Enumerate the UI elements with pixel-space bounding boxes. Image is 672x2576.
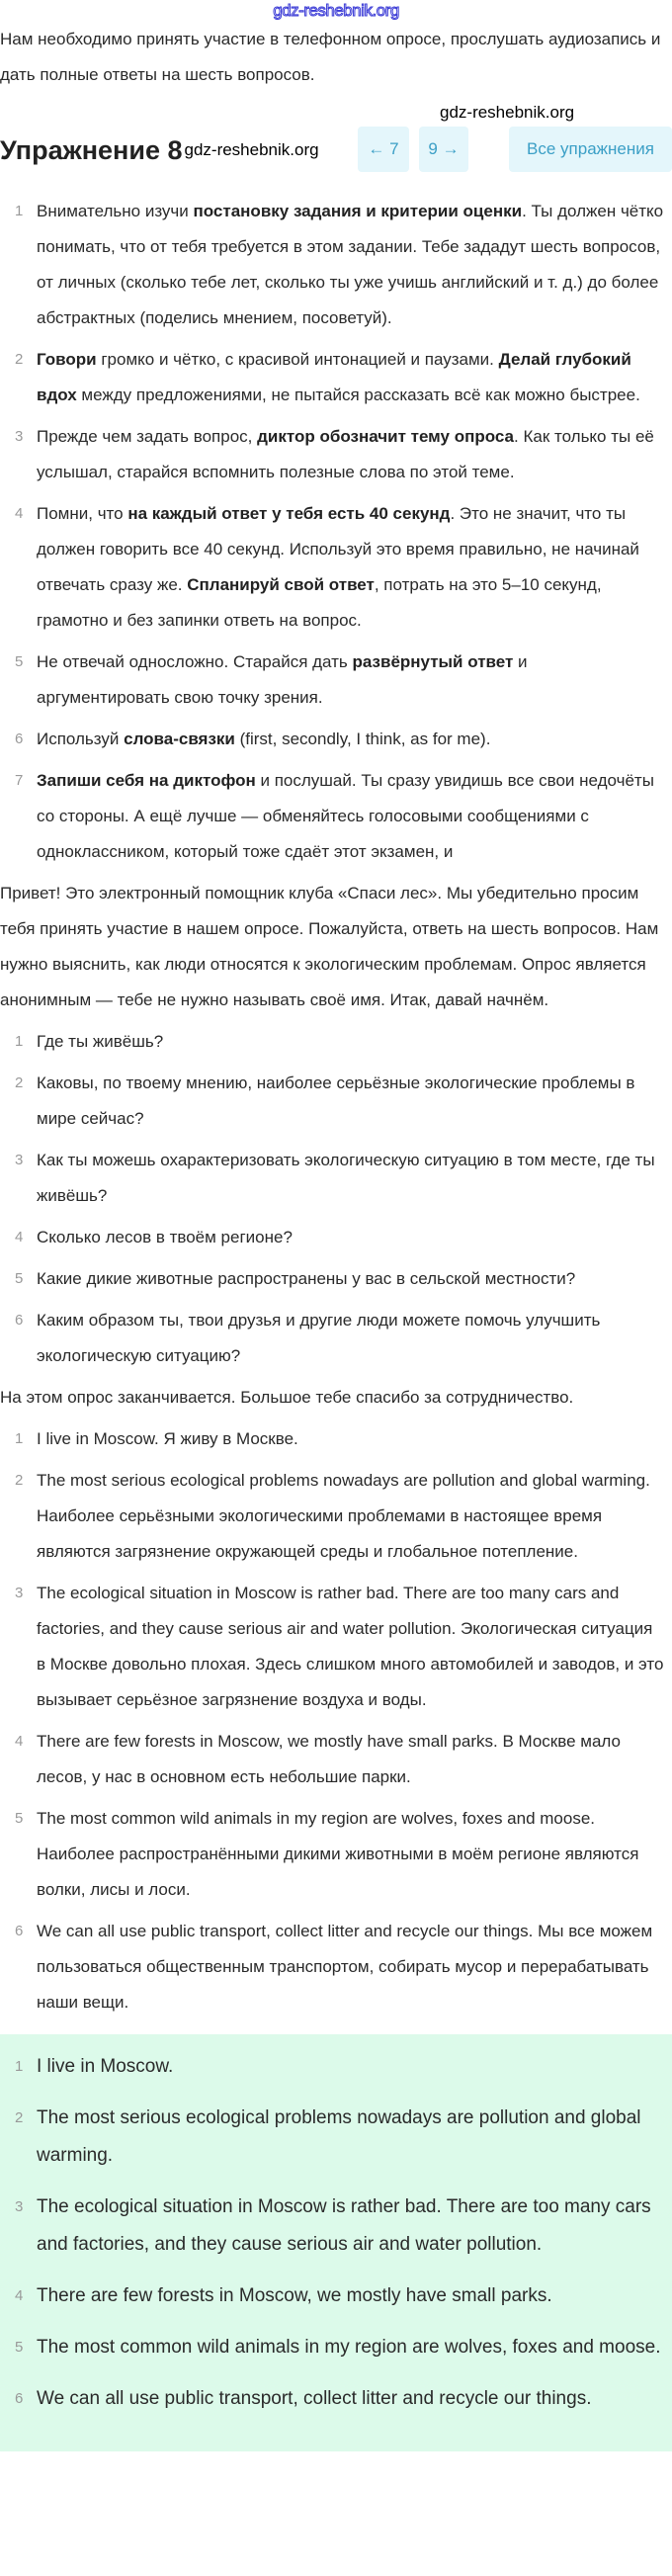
list-item <box>0 1724 664 1795</box>
item-number: 1 <box>15 1430 24 1447</box>
item-number: 3 <box>15 2198 24 2215</box>
emphasis-text: Говори <box>37 350 97 369</box>
list-item <box>0 1066 664 1137</box>
list-item <box>0 2100 664 2175</box>
list-item <box>0 419 664 490</box>
item-text: We can all use public transport, collect litter and recycle our things. Мы все можем пользоваться общественным транспортом, собирать мусор и перерабатывать наши вещи. <box>37 1922 653 2012</box>
item-number: 2 <box>15 1472 24 1489</box>
page-title: Упражнение 8 <box>0 134 183 165</box>
item-number: 3 <box>15 428 24 445</box>
list-item <box>0 1303 664 1374</box>
list-item <box>0 2048 664 2086</box>
item-number: 2 <box>15 351 24 368</box>
list-item <box>0 496 664 639</box>
item-text: . Как только ты её услышал, старайся вспомнить полезные слова по этой теме. <box>37 427 654 481</box>
emphasis-text: Спланируй свой ответ <box>187 575 375 594</box>
item-text: The most common wild animals in my region are wolves, foxes and moose. Наиболее распространёнными дикими животными в моём регионе являются волки, лисы и лоси. <box>37 1809 639 1899</box>
item-text: . Это не значит, что ты должен говорить все 40 секунд. Используй это время правильно, не начинай отвечать сразу же. <box>37 504 639 594</box>
list-item <box>0 763 664 870</box>
item-text: , потрать на это 5–10 секунд, грамотно и без запинки ответь на вопрос. <box>37 575 602 630</box>
item-text: The ecological situation in Moscow is rather bad. There are too many cars and factories, and they cause serious air and water pollution. <box>37 2196 651 2255</box>
item-number: 4 <box>15 1733 24 1750</box>
item-text: We can all use public transport, collect litter and recycle our things. <box>37 2388 592 2409</box>
item-text: Как ты можешь охарактеризовать экологическую ситуацию в том месте, где ты живёшь? <box>37 1151 655 1205</box>
item-text: There are few forests in Moscow, we mostly have small parks. <box>37 2285 552 2306</box>
item-number: 3 <box>15 1152 24 1168</box>
item-number: 1 <box>15 203 24 219</box>
item-number: 1 <box>15 2058 24 2075</box>
item-text: The most common wild animals in my region are wolves, foxes and moose. <box>37 2337 661 2358</box>
item-text: Каким образом ты, твои друзья и другие люди можете помочь улучшить экологическую ситуацию? <box>37 1311 601 1365</box>
english-answers-box <box>0 2034 672 2451</box>
list-item <box>0 2329 664 2366</box>
closing-text: На этом опрос заканчивается. Большое тебе спасибо за сотрудничество. <box>0 1388 574 1407</box>
emphasis-text: на каждый ответ у тебя есть 40 секунд <box>127 504 451 523</box>
list-item <box>0 194 664 336</box>
item-number: 4 <box>15 1229 24 1245</box>
item-number: 2 <box>15 1074 24 1091</box>
item-text: Где ты живёшь? <box>37 1032 164 1051</box>
item-text: и аргументировать свою точку зрения. <box>37 652 528 707</box>
greeting-text: Привет! Это электронный помощник клуба «Спаси лес». Мы убедительно просим тебя принять участие в нашем опросе. Пожалуйста, ответь на шесть вопросов. Нам нужно выяснить, как люди относятся к экологическим проблемам. Опрос является анонимным — тебе не нужно называть своё имя. Итак, давай начнём. <box>0 884 659 1009</box>
item-text: The ecological situation in Moscow is rather bad. There are too many cars and factories, and they cause serious air and water pollution. Экологическая ситуация в Москве довольно плохая. Здесь слишком много автомобилей и заводов, и это вызывает серьёзное загрязнение воздуха и воды. <box>37 1584 664 1709</box>
list-item <box>0 1421 664 1457</box>
item-number: 4 <box>15 505 24 522</box>
item-text: громко и чётко, с красивой интонацией и паузами. <box>96 350 499 369</box>
item-number: 3 <box>15 1585 24 1601</box>
list-item <box>0 1024 664 1060</box>
list-item <box>0 2380 664 2418</box>
item-number: 5 <box>15 1810 24 1827</box>
item-text: Не отвечай односложно. Старайся дать <box>37 652 353 671</box>
item-text: Какие дикие животные распространены у вас в сельской местности? <box>37 1269 576 1288</box>
site-watermark-logo: gdz-reshebnik.org <box>273 1 399 20</box>
list-item <box>0 644 664 716</box>
item-text: между предложениями, не пытайся рассказать всё как можно быстрее. <box>76 386 640 404</box>
exercise-header <box>0 103 672 174</box>
exercise-navigation <box>358 103 672 172</box>
list-item <box>0 1463 664 1570</box>
list-item <box>0 342 664 413</box>
watermark-text: gdz-reshebnik.org <box>440 103 575 122</box>
emphasis-text: развёрнутый ответ <box>352 652 514 671</box>
item-number: 5 <box>15 653 24 670</box>
item-text: Каковы, по твоему мнению, наиболее серьёзные экологические проблемы в мире сейчас? <box>37 1073 635 1128</box>
list-item <box>0 1220 664 1255</box>
task-intro: Нам необходимо принять участие в телефонном опросе, прослушать аудиозапись и дать полные ответы на шесть вопросов. <box>0 30 661 84</box>
list-item <box>0 2277 664 2315</box>
answers-list <box>0 1421 664 2020</box>
item-number: 6 <box>15 730 24 747</box>
item-text: Помни, что <box>37 504 128 523</box>
item-text: . Ты должен чётко понимать, что от тебя требуется в этом задании. Тебе зададут шесть вопросов, от личных (сколько тебе лет, сколько ты уже учишь английский и т. д.) до более абстрактных (поделись мнением, посоветуй). <box>37 202 664 327</box>
item-text: I live in Moscow. <box>37 2056 174 2077</box>
watermark-text: gdz-reshebnik.org <box>184 140 319 159</box>
emphasis-text: Делай глубокий вдох <box>37 350 631 404</box>
emphasis-text: Запиши себя на диктофон <box>37 771 256 790</box>
item-number: 1 <box>15 1033 24 1050</box>
item-text: Прежде чем задать вопрос, <box>37 427 258 446</box>
list-item <box>0 722 664 757</box>
next-exercise-button[interactable]: 9 → <box>419 127 468 172</box>
item-text: The most serious ecological problems nowadays are pollution and global warming. <box>37 2107 641 2166</box>
english-answers-list <box>0 2048 664 2418</box>
list-item <box>0 1261 664 1297</box>
questions-list <box>0 1024 664 1374</box>
item-number: 5 <box>15 2339 24 2356</box>
item-text: Внимательно изучи <box>37 202 194 220</box>
item-text: There are few forests in Moscow, we mostly have small parks. В Москве мало лесов, у нас в основном есть небольшие парки. <box>37 1732 621 1786</box>
item-number: 6 <box>15 1923 24 1939</box>
emphasis-text: постановку задания и критерии оценки <box>193 202 523 220</box>
prev-exercise-button[interactable]: ← 7 <box>358 127 409 172</box>
item-text: (first, secondly, I think, as for me). <box>234 730 491 748</box>
emphasis-text: слова-связки <box>124 730 235 748</box>
item-text: и послушай. Ты сразу увидишь все свои недочёты со стороны. А ещё лучше — обменяйтесь голосовыми сообщениями с одноклассником, который тоже сдаёт этот экзамен, и <box>37 771 654 861</box>
list-item <box>0 1576 664 1718</box>
item-text: Используй <box>37 730 125 748</box>
item-number: 6 <box>15 2390 24 2407</box>
item-text: Сколько лесов в твоём регионе? <box>37 1228 293 1246</box>
all-exercises-button[interactable]: Все упражнения <box>509 127 672 172</box>
item-number: 2 <box>15 2109 24 2126</box>
list-item <box>0 2189 664 2264</box>
item-text: The most serious ecological problems nowadays are pollution and global warming. Наиболее серьёзными экологическими проблемами в настоящее время являются загрязнение окружающей среды и глобальное потепление. <box>37 1471 650 1561</box>
item-number: 5 <box>15 1270 24 1287</box>
item-number: 6 <box>15 1312 24 1329</box>
emphasis-text: диктор обозначит тему опроса <box>257 427 515 446</box>
tips-list <box>0 194 664 870</box>
item-text: I live in Moscow. Я живу в Москве. <box>37 1429 298 1448</box>
item-number: 7 <box>15 772 24 789</box>
item-number: 4 <box>15 2287 24 2304</box>
list-item <box>0 1143 664 1214</box>
list-item <box>0 1914 664 2020</box>
list-item <box>0 1801 664 1908</box>
